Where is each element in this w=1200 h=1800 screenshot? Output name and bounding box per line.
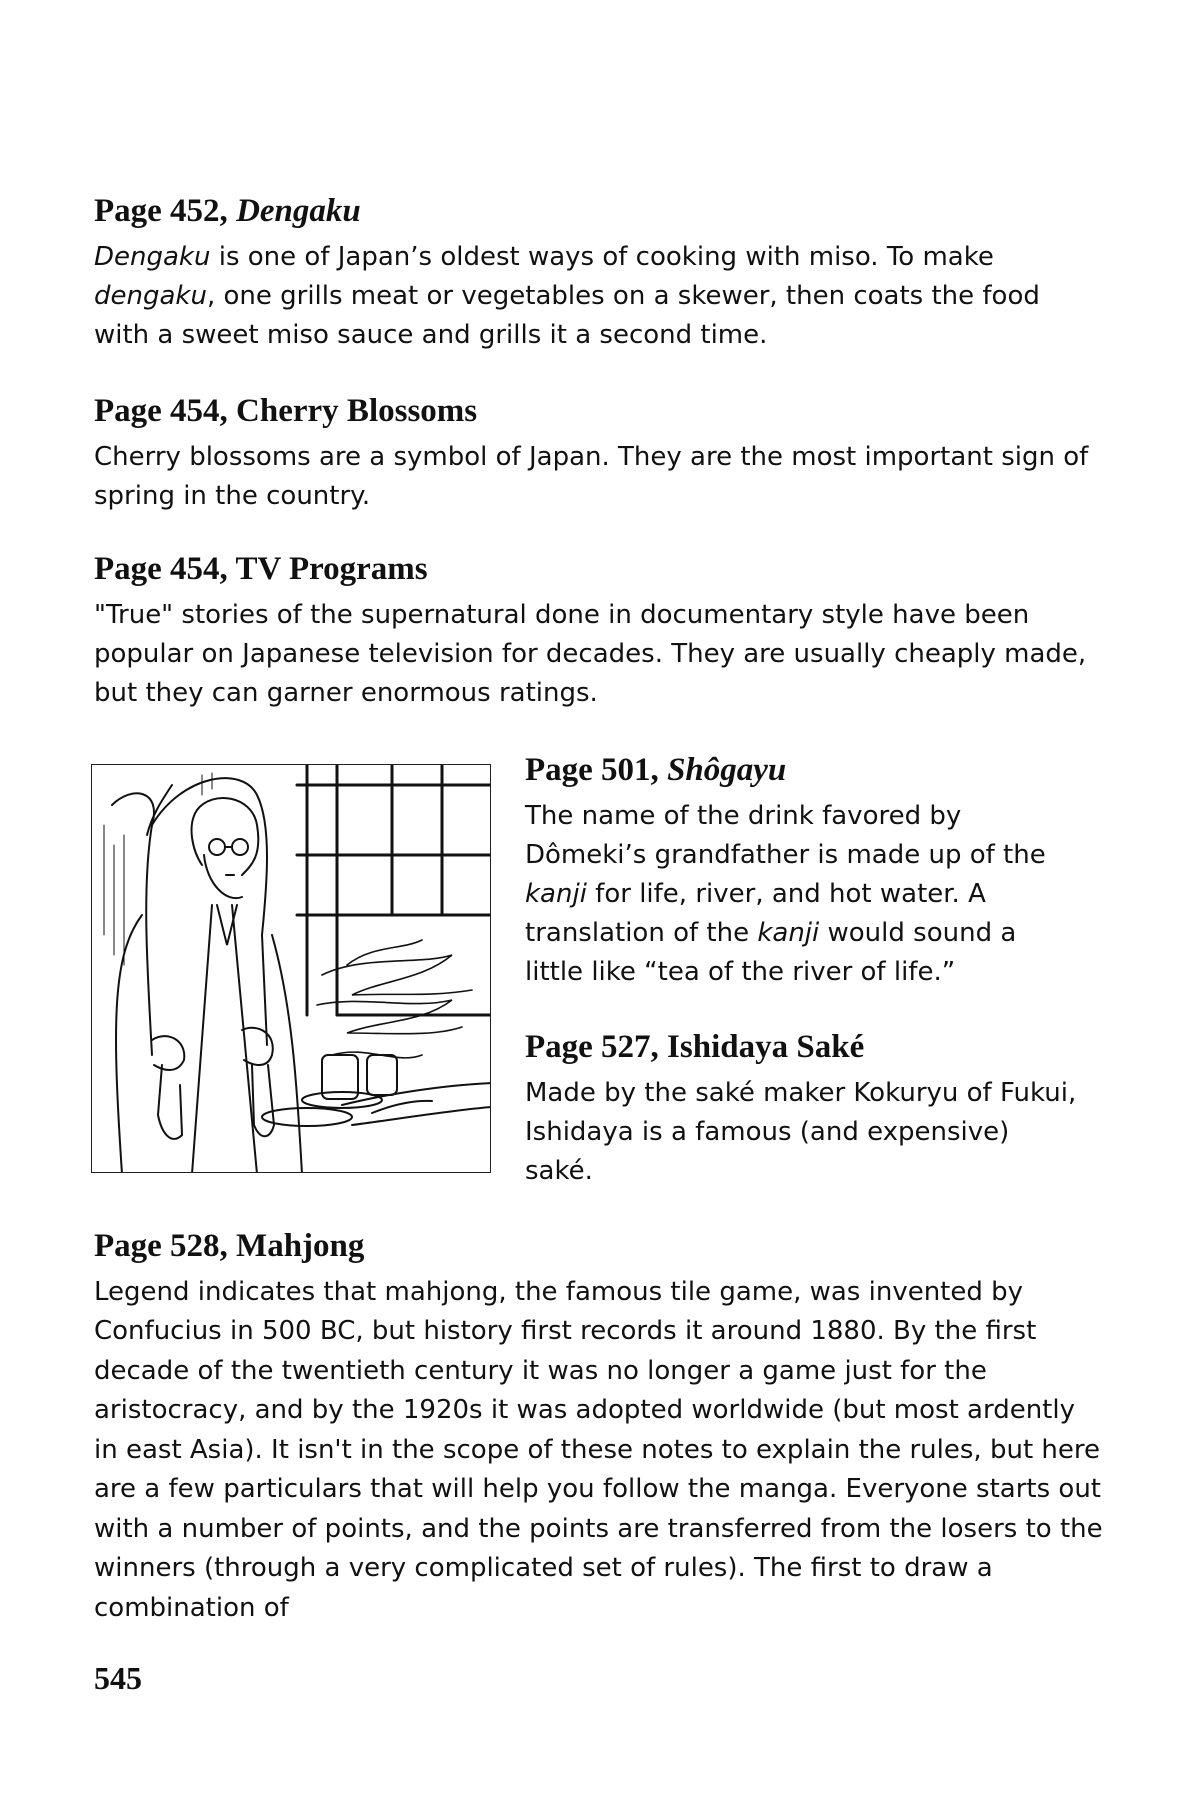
note-dengaku	[94, 192, 1094, 355]
note-cherry-blossoms	[94, 392, 1094, 516]
steam	[317, 940, 472, 1058]
note-tv-programs	[94, 550, 1094, 713]
note-heading: Page 452, Dengaku	[94, 193, 361, 229]
note-heading: Page 527, Ishidaya Saké	[525, 1029, 865, 1065]
note-heading: Page 454, TV Programs	[94, 551, 428, 587]
note-body: "True" stories of the supernatural done in documentary style have been popular on Japanese television for decades. They are usually cheaply made, but they can garner enormous ratings.	[94, 599, 1087, 708]
note-heading: Page 501, Shôgayu	[525, 752, 787, 788]
manga-illustration	[91, 764, 491, 1173]
note-heading: Page 528, Mahjong	[94, 1228, 365, 1264]
shading-lines	[104, 773, 212, 965]
note-mahjong	[94, 1227, 1104, 1628]
note-body: The name of the drink favored by Dômeki’s grandfather is made up of the kanji for life, river, and hot water. A translation of the kanji would sound a little like “tea of the river of life.”	[525, 800, 1046, 987]
note-shogayu	[525, 751, 1080, 992]
note-body: Cherry blossoms are a symbol of Japan. They are the most important sign of spring in the country.	[94, 441, 1089, 511]
note-ishidaya-sake	[525, 1028, 1080, 1191]
note-body: Legend indicates that mahjong, the famous tile game, was invented by Confucius in 500 BC, but history first records it around 1880. By the first decade of the twentieth century it was no longer a game just for the aristocracy, and by the 1920s it was adopted worldwide (but most ardently in east Asia). It isn't in the scope of these notes to explain the rules, but here are a few particulars that will help you follow the manga. Everyone starts out with a number of points, and the points are transferred from the losers to the winners (through a very complicated set of rules). The first to draw a combination of	[94, 1276, 1103, 1623]
page-number: 545	[94, 1660, 142, 1696]
figure	[112, 778, 302, 1173]
note-body: Made by the saké maker Kokuryu of Fukui, Ishidaya is a famous (and expensive) saké.	[525, 1077, 1077, 1186]
window-grid	[297, 765, 491, 1015]
note-body: Dengaku is one of Japan’s oldest ways of cooking with miso. To make dengaku, one grills meat or vegetables on a skewer, then coats the food with a sweet miso sauce and grills it a second time.	[94, 241, 1040, 350]
note-heading: Page 454, Cherry Blossoms	[94, 393, 478, 429]
